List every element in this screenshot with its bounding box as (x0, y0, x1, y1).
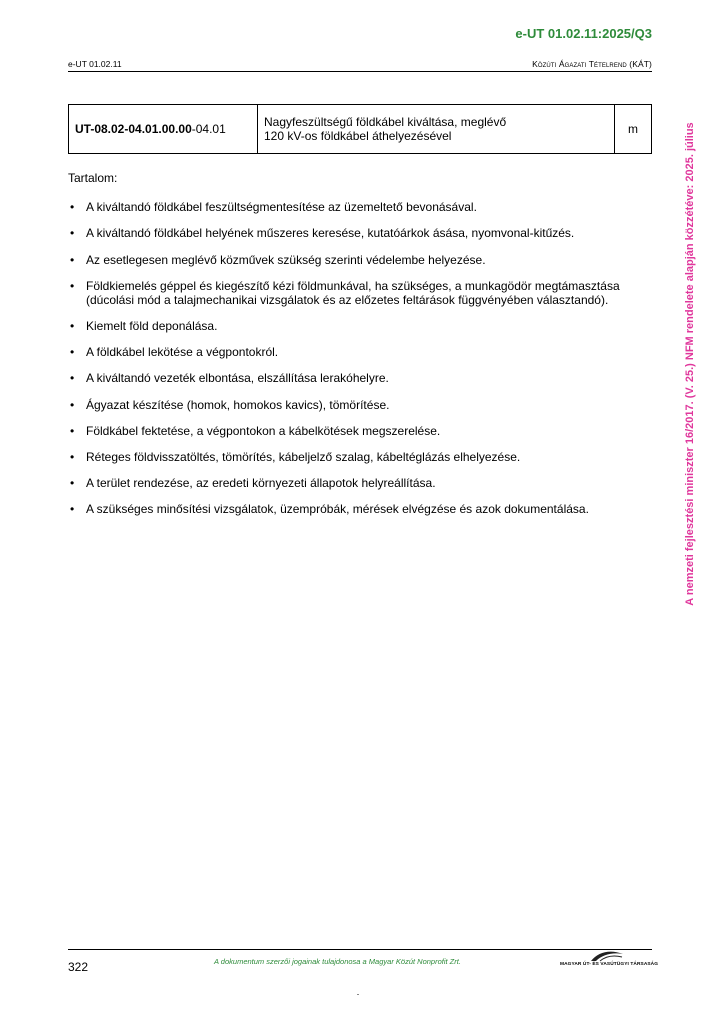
item-code-suffix: -04.01 (191, 122, 226, 136)
document-code: e-UT 01.02.11:2025/Q3 (515, 26, 652, 41)
item-description-cell (258, 105, 615, 154)
publication-side-note: A nemzeti fejlesztési miniszter 16/2017. (V. 25.) NFM rendelete alapján közzétéve: 2025. július (684, 122, 696, 606)
item-unit-cell: m (615, 105, 652, 154)
contents-title: Tartalom: (68, 171, 118, 185)
header-catalog-name: Közúti Ágazati Tételrend (KÁT) (532, 59, 652, 69)
item-table (68, 104, 652, 154)
page-mark (357, 994, 359, 995)
list-item: • A földkábel lekötése a végpontokról. (68, 345, 654, 359)
contents-list (68, 188, 654, 516)
copyright-notice: A dokumentum szerzői jogainak tulajdonosa a Magyar Közút Nonprofit Zrt. (214, 957, 461, 966)
road-swoosh-icon (590, 950, 624, 962)
page-number: 322 (68, 960, 89, 974)
list-item: • Réteges földvisszatöltés, tömörítés, kábeljelző szalag, kábeltéglázás elhelyezése. (68, 450, 654, 464)
list-item: • A terület rendezése, az eredeti környezeti állapotok helyreállítása. (68, 476, 654, 490)
header-divider (68, 71, 652, 72)
item-description-line2: 120 kV-os földkábel áthelyezésével (264, 129, 452, 143)
item-code-main: UT-08.02-04.01.00.00 (75, 122, 192, 136)
item-description-line1: Nagyfeszültségű földkábel kiváltása, meglévő (264, 115, 507, 129)
list-item: • A kiváltandó vezeték elbontása, elszállítása lerakóhelyre. (68, 371, 654, 385)
header-document-id: e-UT 01.02.11 (68, 59, 122, 69)
list-item: • A kiváltandó földkábel feszültségmentesítése az üzemeltető bevonásával. (68, 200, 654, 214)
list-item: • Földkábel fektetése, a végpontokon a kábelkötések megszerelése. (68, 424, 654, 438)
list-item: • Ágyazat készítése (homok, homokos kavics), tömörítése. (68, 398, 654, 412)
list-item: • Kiemelt föld deponálása. (68, 319, 654, 333)
list-item: • A kiváltandó földkábel helyének műszeres keresése, kutatóárkok ásása, nyomvonal-kitűzés. (68, 226, 654, 240)
list-item: • A szükséges minősítési vizsgálatok, üzempróbák, mérések elvégzése és azok dokumentálása. (68, 502, 654, 516)
society-logo (560, 950, 659, 972)
item-row (69, 105, 652, 154)
logo-text: MAGYAR ÚT- ÉS VASÚTÜGYI TÁRSASÁG (560, 962, 659, 967)
list-item: • Földkiemelés géppel és kiegészítő kézi földmunkával, ha szükséges, a munkagödör megtámasztása (dúcolási mód a talajmechanikai vizsgálatok és az előzetes feltárások függvényében választandó). (68, 279, 654, 307)
list-item: • Az esetlegesen meglévő közművek szükség szerinti védelembe helyezése. (68, 253, 654, 267)
item-code-cell (69, 105, 258, 154)
